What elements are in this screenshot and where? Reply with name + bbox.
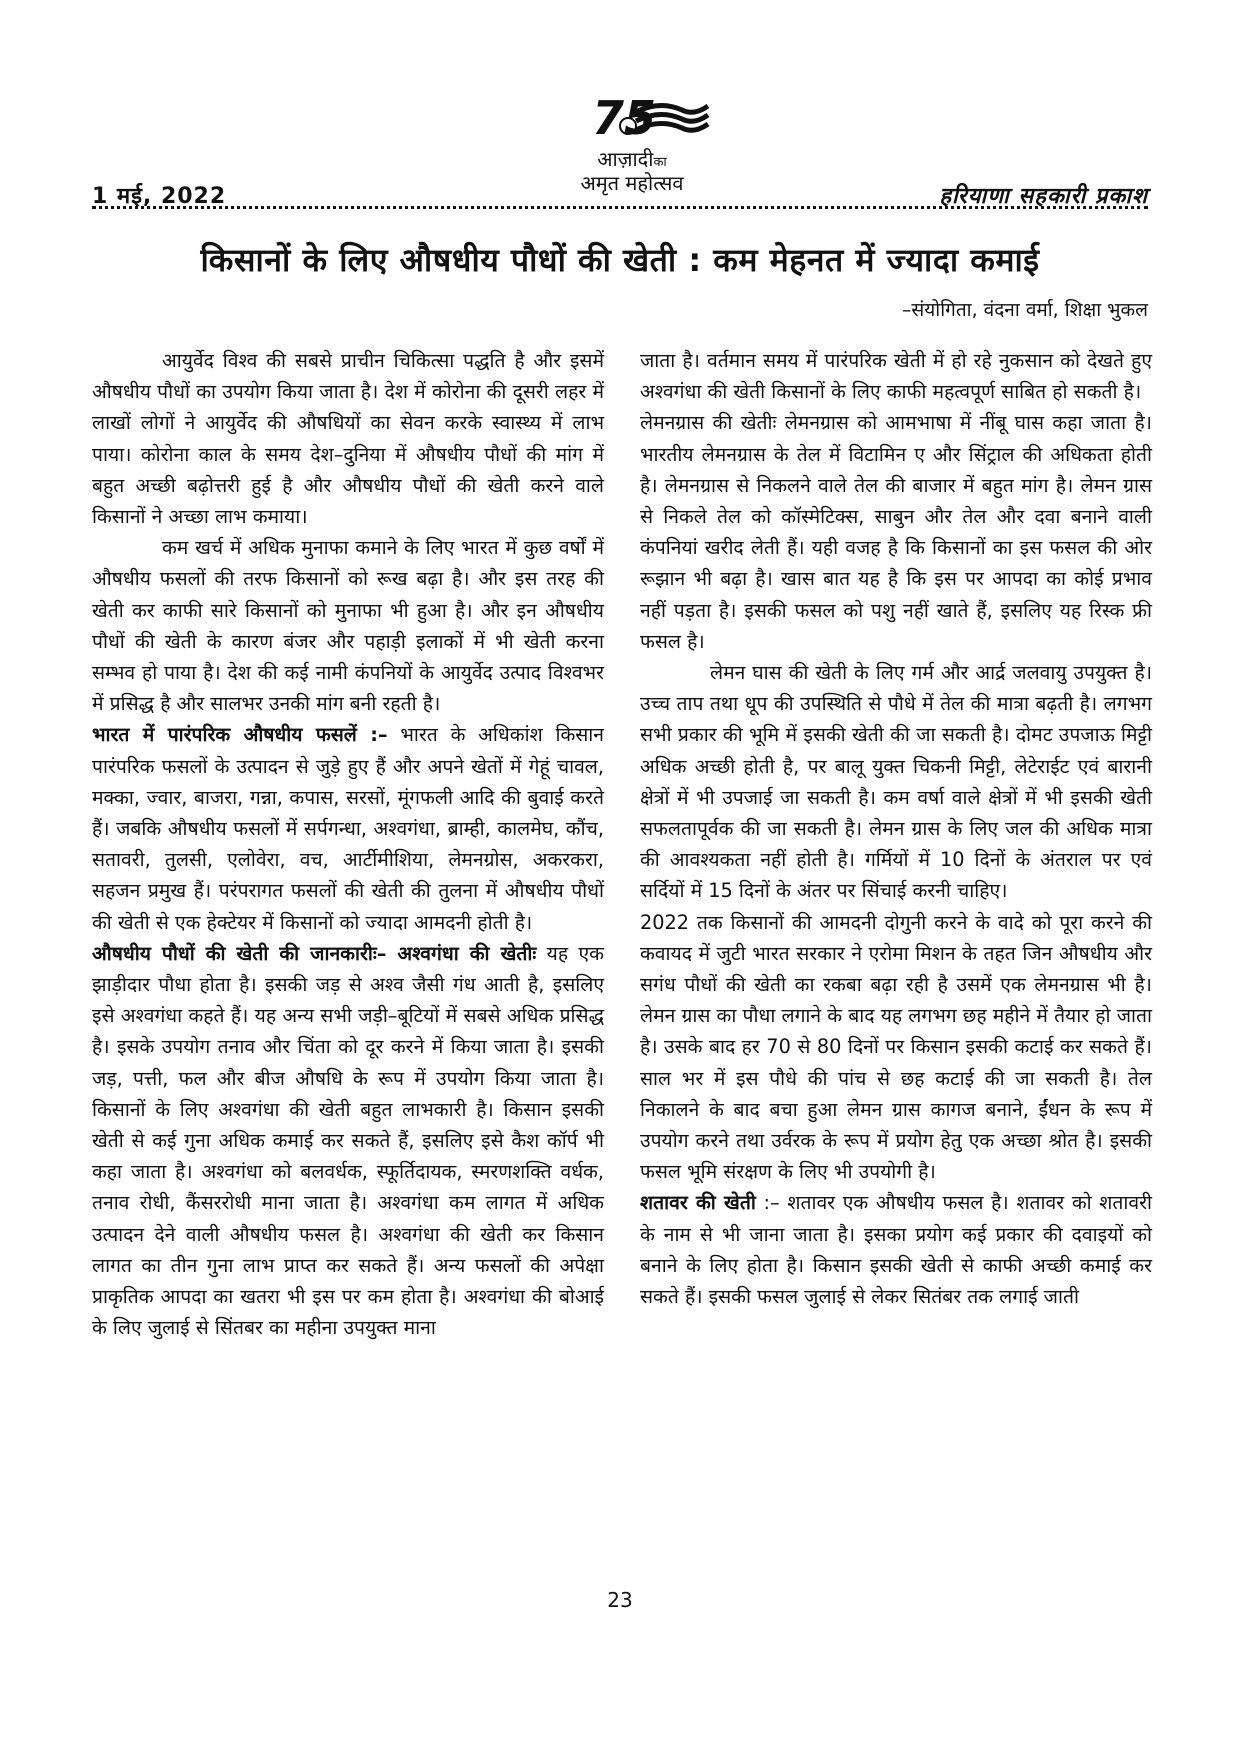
azadi-ka-amrit-mahotsav-logo <box>532 88 732 206</box>
issue-date: 1 मई, 2022 <box>92 184 227 209</box>
page-number: 23 <box>607 1588 633 1612</box>
flag-75-icon <box>532 88 732 150</box>
paragraph: कम खर्च में अधिक मुनाफा कमाने के लिए भारत में कुछ वर्षों में औषधीय फसलों की तरफ किसानों को रूख बढ़ा है। और इस तरह की खेती कर काफी सारे किसानों को मुनाफा भी हुआ है। और इन औषधीय पौधों की खेती के कारण बंजर और पहाड़ी इलाकों में भी खेती करना सम्भव हो पाया है। देश की कई नामी कंपनियों के आयुर्वेद उत्पाद विश्वभर में प्रसिद्ध है और सालभर उनकी मांग बनी रहती है। <box>92 536 604 716</box>
paragraph: 2022 तक किसानों की आमदनी दोगुनी करने के वादे को पूरा करने की कवायद में जुटी भारत सरकार ने एरोमा मिशन के तहत जिन औषधीय और सगंध पौधों की खेती का रकबा बढ़ा रही है उसमें एक लेमनग्रास भी है। लेमन ग्रास का पौधा लगाने के बाद यह लगभग छह महीने में तैयार हो जाता है। उसके बाद हर 70 से 80 दिनों पर किसान इसकी कटाई कर सकते हैं। साल भर में इस पौधे की पांच से छह कटाई की जा सकती है। तेल निकालने के बाद बचा हुआ लेमन ग्रास कागज बनाने, ईंधन के रूप में उपयोग करने तथा उर्वरक के रूप में प्रयोग हेतु एक अच्छा श्रोत है। इसकी फसल भूमि संरक्षण के लिए भी उपयोगी है। <box>640 910 1152 1184</box>
section-heading: भारत में पारंपरिक औषधीय फसलें :– <box>92 723 388 747</box>
section-heading: शतावर की खेती <box>640 1191 756 1215</box>
header-divider <box>92 206 1148 209</box>
article-byline: –संयोगिता, वंदना वर्मा, शिक्षा भुकल <box>901 299 1148 321</box>
logo-text-amrit-mahotsav: अमृत महोत्सव <box>580 171 684 195</box>
paragraph: औषधीय पौधों की खेती की जानकारीः– अश्वगंधा की खेतीः यह एक झाड़ीदार पौधा होता है। इसकी जड़ से अश्व जैसी गंध आती है, इसलिए इसे अश्वगंधा कहते हैं। यह अन्य सभी जड़ी–बूटियों में सबसे अधिक प्रसिद्ध है। इसके उपयोग तनाव और चिंता को दूर करने में किया जाता है। इसकी जड़, पत्ती, फल और बीज औषधि के रूप में उपयोग किया जाता है। किसानों के लिए अश्वगंधा की खेती बहुत लाभकारी है। किसान इसकी खेती से कई गुना अधिक कमाई कर सकते हैं, इसलिए इसे कैश कॉर्प भी कहा जाता है। अश्वगंधा को बलवर्धक, स्फूर्तिदायक, स्मरणशक्ति वर्धक, तनाव रोधी, कैंसररोधी माना जाता है। अश्वगंधा कम लागत में अधिक उत्पादन देने वाली औषधीय फसल है। अश्वगंधा की खेती कर किसान लागत का तीन गुना लाभ प्राप्त कर सकते हैं। अन्य फसलों की अपेक्षा प्राकृतिक आपदा का खतरा भी इस पर कम होता है। अश्वगंधा की बोआई के लिए जुलाई से सिंतबर का महीना उपयुक्त माना <box>92 941 604 1340</box>
paragraph: लेमनग्रास की खेतीः लेमनग्रास को आमभाषा में नींबू घास कहा जाता है। भारतीय लेमनग्रास के तेल में विटामिन ए और सिंट्राल की अधिकता होती है। लेमनग्रास से निकलने वाले तेल की बाजार में बहुत मांग है। लेमन ग्रास से निकले तेल को कॉस्मेटिक्स, साबुन और तेल और दवा बनाने वाली कंपनियां खरीद लेती हैं। यही वजह है कि किसानों का इस फसल की ओर रूझान भी बढ़ा है। खास बात यह है कि इस पर आपदा का कोई प्रभाव नहीं पड़ता है। इसकी फसल को पशु नहीं खाते हैं, इसलिए यह रिस्क फ्री फसल है। <box>640 411 1152 653</box>
paragraph: आयुर्वेद विश्व की सबसे प्राचीन चिकित्सा पद्धति है और इसमें औषधीय पौधों का उपयोग किया जाता है। देश में कोरोना की दूसरी लहर में लाखों लोगों ने आयुर्वेद की औषधियों का सेवन करके स्वास्थ्य में लाभ पाया। कोरोना काल के समय देश–दुनिया में औषधीय पौधों की मांग में बहुत अच्छी बढ़ोत्तरी हुई है और औषधीय पौधों की खेती करने वाले किसानों ने अच्छा लाभ कमाया। <box>92 349 604 529</box>
right-column <box>640 345 1152 1312</box>
svg-text:75: 75 <box>592 91 657 145</box>
paragraph: जाता है। वर्तमान समय में पारंपरिक खेती में हो रहे नुकसान को देखते हुए अश्वगंधा की खेती किसानों के लिए काफी महत्वपूर्ण साबित हो सकती है। <box>640 349 1152 404</box>
article-title: किसानों के लिए औषधीय पौधों की खेती : कम मेहनत में ज्यादा कमाई <box>200 241 1040 279</box>
paragraph: भारत में पारंपरिक औषधीय फसलें :– भारत के अधिकांश किसान पारंपरिक फसलों के उत्पादन से जुड़े हुए हैं और अपने खेतों में गेहूं चावल, मक्का, ज्वार, बाजरा, गन्ना, कपास, सरसों, मूंगफली आदि की बुवाई करते हैं। जबकि औषधीय फसलों में सर्पगन्धा, अश्वगंधा, ब्राम्ही, कालमेघ, कौंच, सतावरी, तुलसी, एलोवेरा, वच, आर्टीमीशिया, लेमनग्रोस, अकरकरा, सहजन प्रमुख हैं। परंपरागत फसलों की खेती की तुलना में औषधीय पौधों की खेती से एक हेक्टेयर में किसानों को ज्यादा आमदनी होती है। <box>92 723 605 934</box>
paragraph: शतावर की खेती :– शतावर एक औषधीय फसल है। शतावर को शतावरी के नाम से भी जाना जाता है। इसका प्रयोग कई प्रकार की दवाइयों को बनाने के लिए होता है। किसान इसकी खेती से काफी अच्छी कमाई कर सकते हैं। इसकी फसल जुलाई से लेकर सितंबर तक लगाई जाती <box>640 1191 1153 1309</box>
logo-text-azadi: आज़ादीका <box>597 147 667 171</box>
left-column <box>92 345 604 1344</box>
page-header <box>92 88 1148 208</box>
publication-name: हरियाणा सहकारी प्रकाश <box>939 184 1148 209</box>
paragraph: लेमन घास की खेती के लिए गर्म और आर्द्र जलवायु उपयुक्त है। उच्च ताप तथा धूप की उपस्थिति से पौधे में तेल की मात्रा बढ़ती है। लगभग सभी प्रकार की भूमि में इसकी खेती की जा सकती है। दोमट उपजाऊ मिट्टी अधिक अच्छी होती है, पर बालू युक्त चिकनी मिट्टी, लेटेराईट एवं बारानी क्षेत्रों में भी उपजाई जा सकती है। कम वर्षा वाले क्षेत्रों में भी इसकी खेती सफलतापूर्वक की जा सकती है। लेमन ग्रास के लिए जल की अधिक मात्रा की आवश्यकता नहीं होती है। गर्मियों में 10 दिनों के अंतराल पर एवं सर्दियों में 15 दिनों के अंतर पर सिंचाई करनी चाहिए। <box>640 661 1152 903</box>
section-heading: औषधीय पौधों की खेती की जानकारीः– अश्वगंधा की खेतीः <box>92 941 537 965</box>
